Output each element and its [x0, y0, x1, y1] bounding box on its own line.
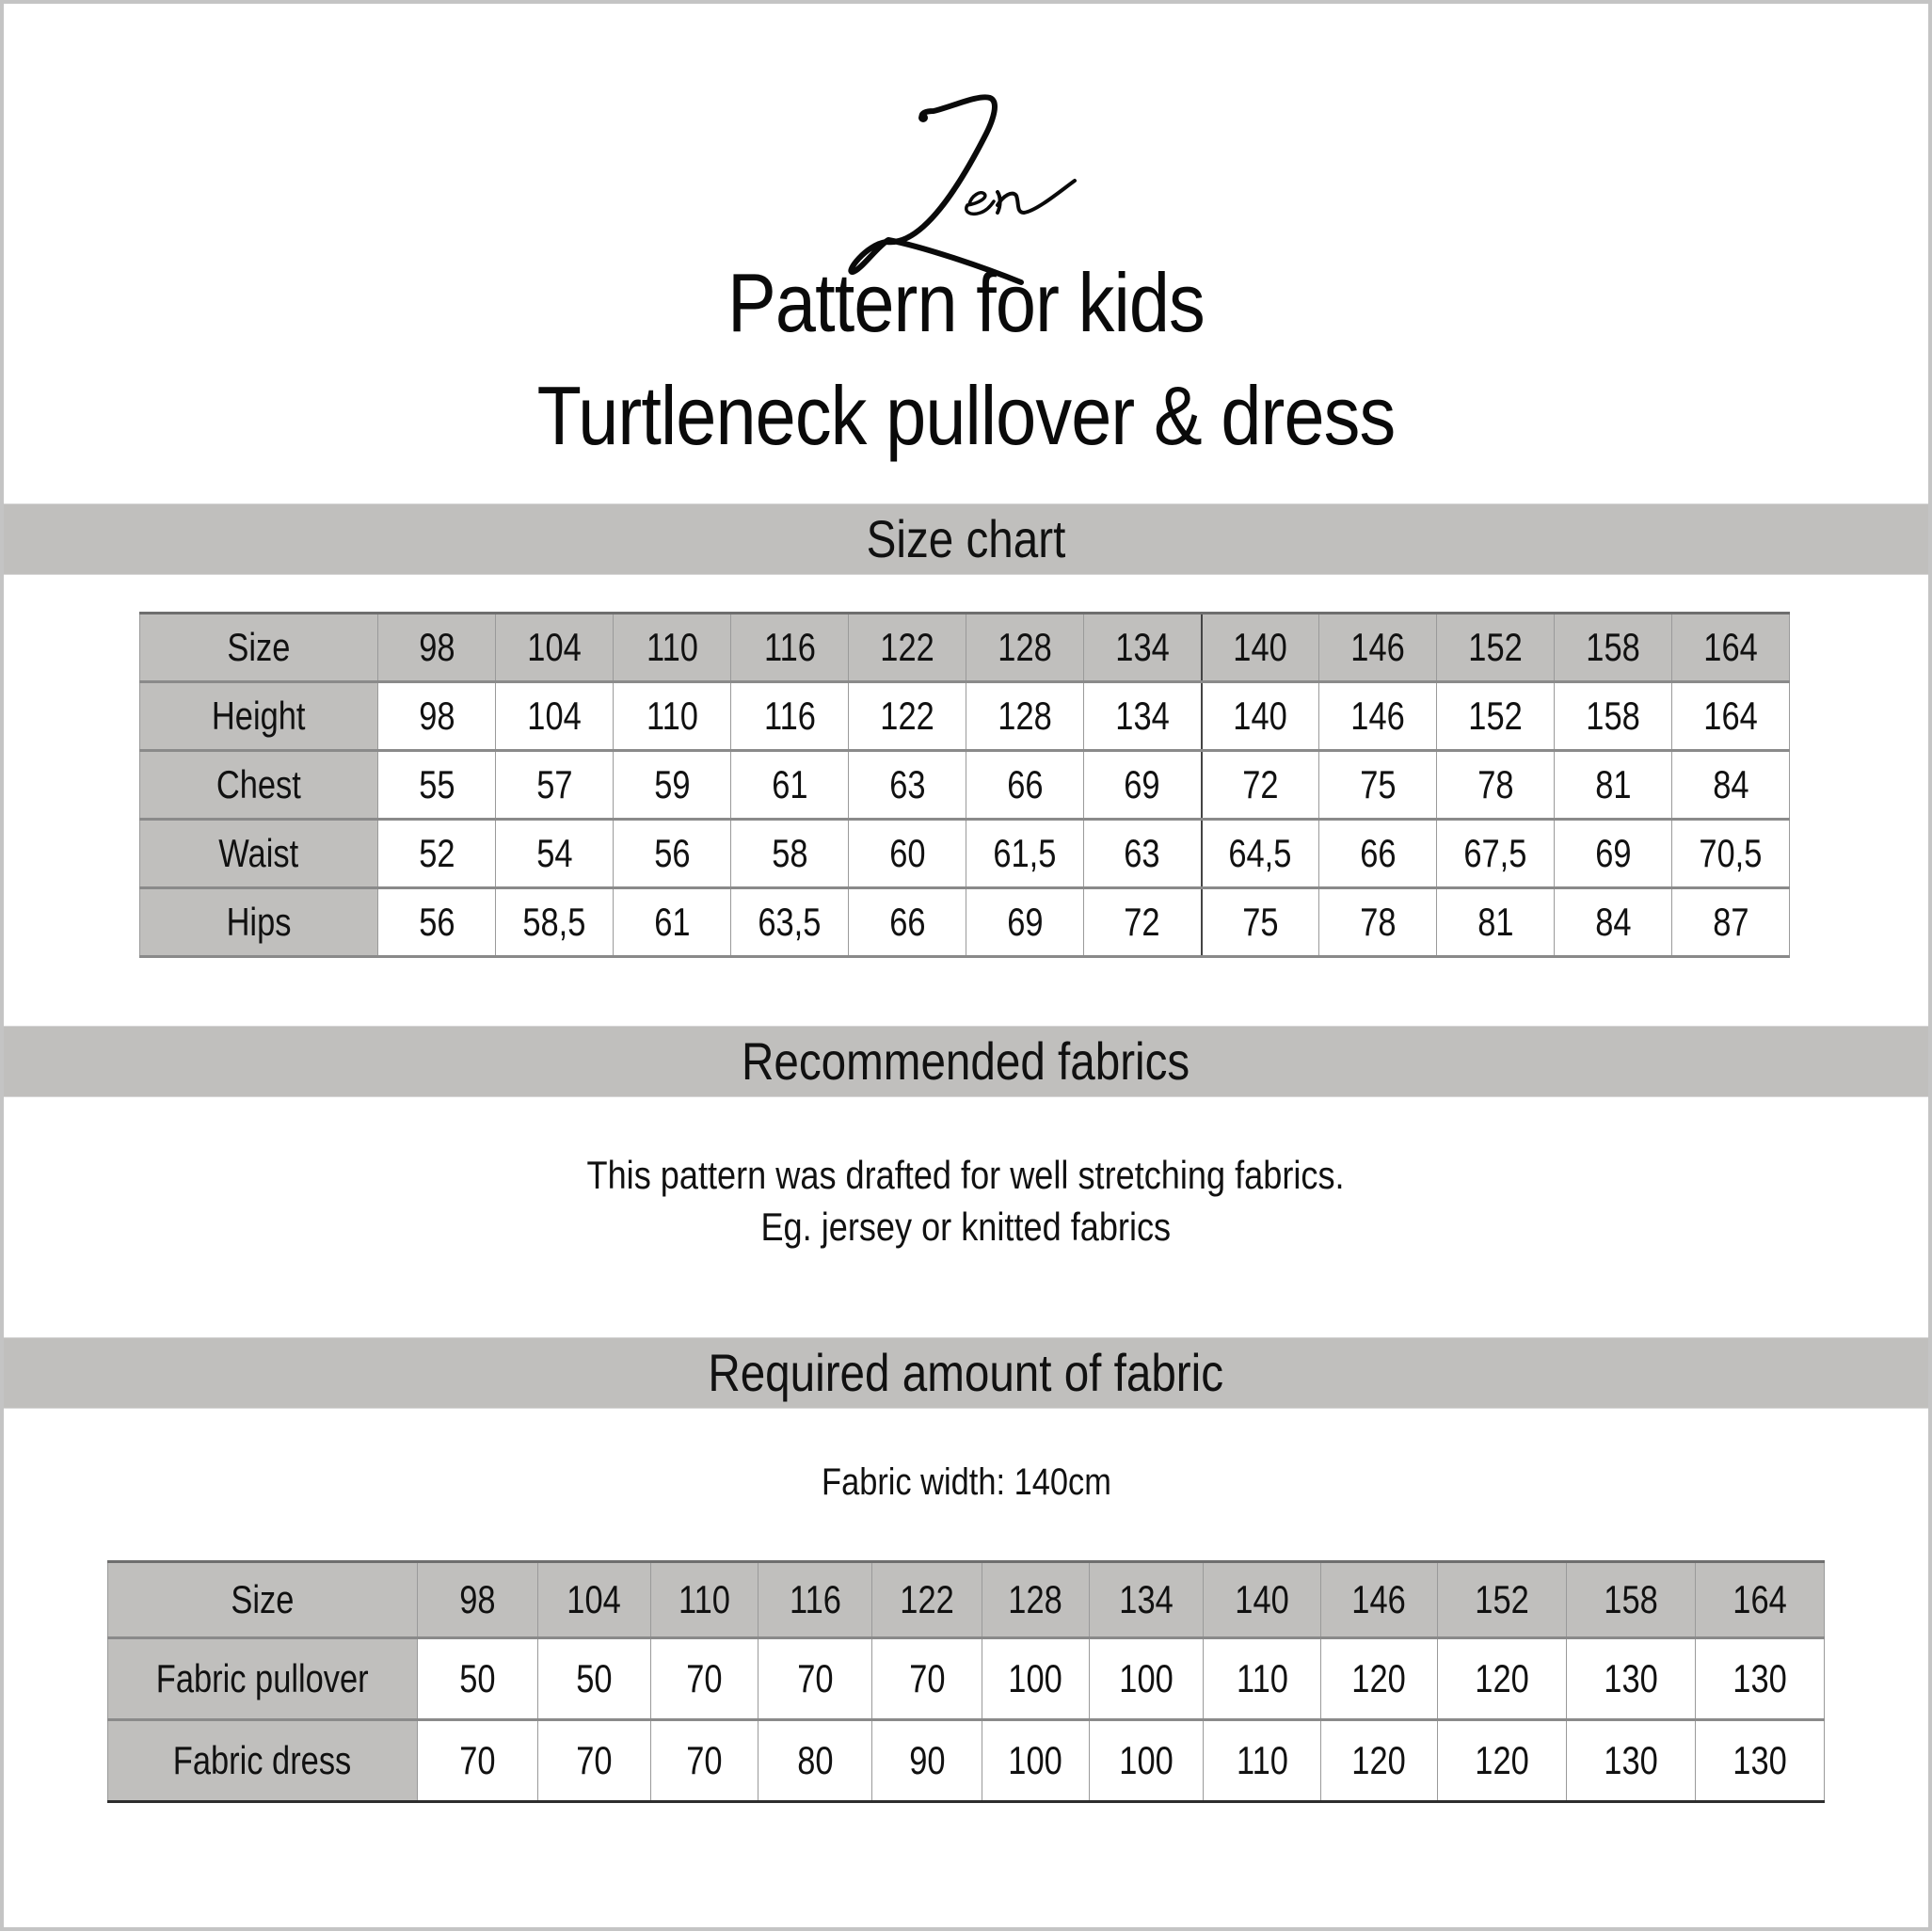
table-cell: 120 [1321, 1720, 1438, 1802]
table-cell: 70 [418, 1720, 538, 1802]
required-fabric-heading: Required amount of fabric [708, 1343, 1224, 1402]
size-cell: 110 [651, 1562, 758, 1638]
table-cell: 122 [849, 682, 966, 751]
row-label: Chest [140, 751, 378, 820]
table-cell: 70 [651, 1720, 758, 1802]
size-cell: 140 [1204, 1562, 1321, 1638]
table-cell: 55 [378, 751, 496, 820]
table-cell: 69 [1555, 820, 1672, 888]
table-cell: 57 [496, 751, 614, 820]
table-cell: 116 [731, 682, 849, 751]
table-cell: 67,5 [1437, 820, 1555, 888]
fabric-width-text: Fabric width: 140cm [821, 1461, 1111, 1503]
recommended-fabrics-banner [4, 1026, 1928, 1097]
table-cell: 130 [1696, 1638, 1825, 1720]
hips-row [140, 888, 1790, 957]
table-cell: 90 [872, 1720, 982, 1802]
table-cell: 158 [1555, 682, 1672, 751]
table-cell: 52 [378, 820, 496, 888]
fabric-note-line2: Eg. jersey or knitted fabrics [760, 1205, 1172, 1249]
table-cell: 50 [418, 1638, 538, 1720]
table-cell: 66 [849, 888, 966, 957]
recommended-fabrics-heading: Recommended fabrics [742, 1031, 1190, 1091]
size-cell: 122 [872, 1562, 982, 1638]
table-cell: 80 [758, 1720, 872, 1802]
size-cell: 122 [849, 614, 966, 682]
table-cell: 110 [1204, 1720, 1321, 1802]
table-cell: 50 [538, 1638, 651, 1720]
size-cell: 164 [1672, 614, 1790, 682]
table-cell: 58 [731, 820, 849, 888]
table-cell: 81 [1555, 751, 1672, 820]
table-cell: 120 [1438, 1638, 1567, 1720]
table-cell: 70 [758, 1638, 872, 1720]
table-cell: 72 [1084, 888, 1202, 957]
table-cell: 100 [982, 1638, 1090, 1720]
table-cell: 54 [496, 820, 614, 888]
table-cell: 69 [1084, 751, 1202, 820]
table-cell: 130 [1567, 1720, 1696, 1802]
size-cell: 104 [496, 614, 614, 682]
table-cell: 120 [1321, 1638, 1438, 1720]
table-cell: 70 [538, 1720, 651, 1802]
table-cell: 164 [1672, 682, 1790, 751]
size-cell: 152 [1438, 1562, 1567, 1638]
size-chart-banner [4, 503, 1928, 575]
required-fabric-banner [4, 1337, 1928, 1409]
height-row [140, 682, 1790, 751]
row-label: Size [140, 614, 378, 682]
size-cell: 158 [1567, 1562, 1696, 1638]
table-cell: 104 [496, 682, 614, 751]
table-cell: 120 [1438, 1720, 1567, 1802]
table-cell: 58,5 [496, 888, 614, 957]
row-label: Hips [140, 888, 378, 957]
size-cell: 98 [378, 614, 496, 682]
table-cell: 61,5 [966, 820, 1084, 888]
title-product-name: Turtleneck pullover & dress [536, 369, 1396, 462]
size-cell: 116 [731, 614, 849, 682]
table-cell: 59 [614, 751, 731, 820]
table-cell: 100 [1090, 1638, 1204, 1720]
table-cell: 69 [966, 888, 1084, 957]
table-cell: 78 [1437, 751, 1555, 820]
table-cell: 78 [1319, 888, 1437, 957]
fabric-pullover-row [108, 1638, 1825, 1720]
table-cell: 61 [731, 751, 849, 820]
table-cell: 70 [651, 1638, 758, 1720]
size-cell: 128 [966, 614, 1084, 682]
table-cell: 100 [982, 1720, 1090, 1802]
size-cell: 152 [1437, 614, 1555, 682]
row-label: Size [108, 1562, 418, 1638]
chest-row [140, 751, 1790, 820]
table-cell: 110 [614, 682, 731, 751]
table-cell: 110 [1204, 1638, 1321, 1720]
table-cell: 130 [1567, 1638, 1696, 1720]
table-cell: 75 [1319, 751, 1437, 820]
table-cell: 98 [378, 682, 496, 751]
table-cell: 63,5 [731, 888, 849, 957]
table-cell: 84 [1672, 751, 1790, 820]
row-label: Height [140, 682, 378, 751]
row-label: Fabric dress [108, 1720, 418, 1802]
table-cell: 84 [1555, 888, 1672, 957]
table-cell: 61 [614, 888, 731, 957]
table-cell: 64,5 [1202, 820, 1319, 888]
size-chart-heading: Size chart [866, 509, 1066, 568]
waist-row [140, 820, 1790, 888]
table-cell: 100 [1090, 1720, 1204, 1802]
row-label: Fabric pullover [108, 1638, 418, 1720]
fabric-dress-row [108, 1720, 1825, 1802]
size-cell: 134 [1090, 1562, 1204, 1638]
table-cell: 72 [1202, 751, 1319, 820]
table-cell: 130 [1696, 1720, 1825, 1802]
size-cell: 140 [1202, 614, 1319, 682]
size-chart-table [139, 612, 1790, 958]
size-cell: 164 [1696, 1562, 1825, 1638]
table-cell: 146 [1319, 682, 1437, 751]
size-cell: 116 [758, 1562, 872, 1638]
table-cell: 60 [849, 820, 966, 888]
size-row [108, 1562, 1825, 1638]
table-cell: 87 [1672, 888, 1790, 957]
table-cell: 70,5 [1672, 820, 1790, 888]
table-cell: 63 [1084, 820, 1202, 888]
row-label: Waist [140, 820, 378, 888]
fabric-amount-table [107, 1560, 1825, 1803]
size-cell: 146 [1319, 614, 1437, 682]
table-cell: 56 [378, 888, 496, 957]
table-cell: 152 [1437, 682, 1555, 751]
table-cell: 56 [614, 820, 731, 888]
table-cell: 140 [1202, 682, 1319, 751]
size-cell: 128 [982, 1562, 1090, 1638]
table-cell: 128 [966, 682, 1084, 751]
table-cell: 66 [966, 751, 1084, 820]
table-cell: 66 [1319, 820, 1437, 888]
size-cell: 146 [1321, 1562, 1438, 1638]
table-cell: 134 [1084, 682, 1202, 751]
size-cell: 134 [1084, 614, 1202, 682]
size-cell: 110 [614, 614, 731, 682]
size-row [140, 614, 1790, 682]
size-cell: 104 [538, 1562, 651, 1638]
title-pattern-for-kids: Pattern for kids [727, 256, 1205, 349]
size-cell: 98 [418, 1562, 538, 1638]
table-cell: 70 [872, 1638, 982, 1720]
fabric-note-line1: This pattern was drafted for well stretching fabrics. [586, 1153, 1346, 1197]
size-cell: 158 [1555, 614, 1672, 682]
table-cell: 63 [849, 751, 966, 820]
table-cell: 75 [1202, 888, 1319, 957]
table-cell: 81 [1437, 888, 1555, 957]
